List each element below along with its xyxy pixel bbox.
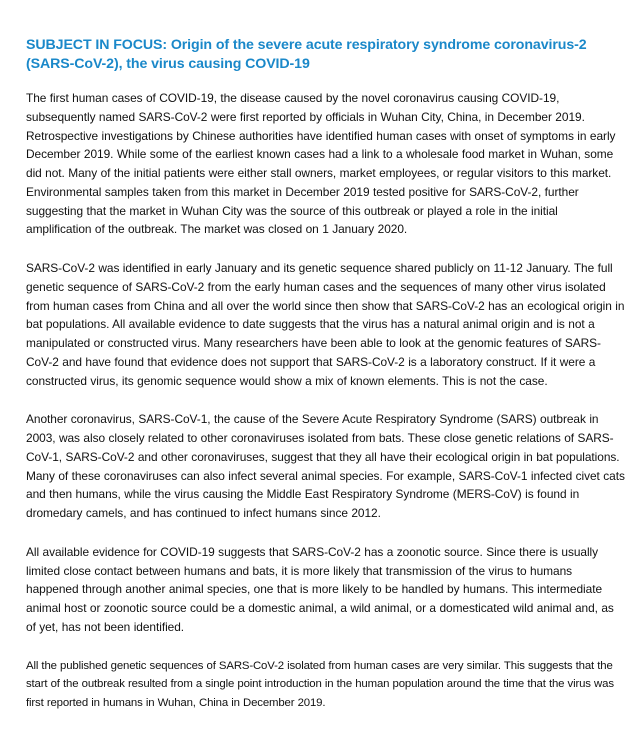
paragraph-zoonotic-source: All available evidence for COVID-19 suggests that SARS-CoV-2 has a zoonotic source. Since there is usually limited close contact between humans and bats, it is more likely that transmission of the virus to humans happened through another animal species, one that is more likely to be handled by humans. This intermediate animal host or zoonotic source could be a domestic animal, a wild animal, or a domesticated wild animal and, as of yet, has not been identified. bbox=[26, 544, 614, 634]
paragraph-genetic-sequence: SARS-CoV-2 was identified in early January and its genetic sequence shared publicly on 11-12 January. The full genetic sequence of SARS-CoV-2 from the early human cases and the sequences of many other virus isolated from human cases from China and all over the world since then show that SARS-CoV-2 has an ecological origin in bat populations. All available evidence to date suggests that the virus has a natural animal origin and is not a manipulated or constructed virus. Many researchers have been able to look at the genomic features of SARS-CoV-2 and have found that evidence does not support that SARS-CoV-2 is a laboratory construct. If it were a constructed virus, its genomic sequence would show a mix of known elements. This is not the case. bbox=[26, 261, 625, 388]
document-title: SUBJECT IN FOCUS: Origin of the severe acute respiratory syndrome coronavirus-2 (SARS-CoV-2), the virus causing COVID-19 bbox=[26, 37, 587, 72]
document-page bbox=[26, 36, 626, 733]
paragraph-first-human-cases: The first human cases of COVID-19, the disease caused by the novel coronavirus causing COVID-19, subsequently named SARS-CoV-2 were first reported by officials in Wuhan City, China, in December 2019. Retrospective investigations by Chinese authorities have identified human cases with onset of symptoms in early December 2019. While some of the earliest known cases had a link to a wholesale food market in Wuhan, some did not. Many of the initial patients were either stall owners, market employees, or regular visitors to this market. Environmental samples taken from this market in December 2019 tested positive for SARS-CoV-2, further suggesting that the market in Wuhan City was the source of this outbreak or played a role in the initial amplification of the outbreak. The market was closed on 1 January 2020. bbox=[26, 91, 616, 237]
paragraph-single-introduction: All the published genetic sequences of SARS-CoV-2 isolated from human cases are very similar. This suggests that the start of the outbreak resulted from a single point introduction in the human population around the time that the virus was first reported in humans in Wuhan, China in December 2019. bbox=[26, 659, 614, 709]
paragraph-sars-cov-1: Another coronavirus, SARS-CoV-1, the cause of the Severe Acute Respiratory Syndrome (SARS) outbreak in 2003, was also closely related to other coronaviruses isolated from bats. These close genetic relations of SARS-CoV-1, SARS-CoV-2 and other coronaviruses, suggest that they all have their ecological origin in bat populations. Many of these coronaviruses can also infect several animal species. For example, SARS-CoV-1 infected civet cats and then humans, while the virus causing the Middle East Respiratory Syndrome (MERS-CoV) is found in dromedary camels, and has continued to infect humans since 2012. bbox=[26, 412, 625, 520]
